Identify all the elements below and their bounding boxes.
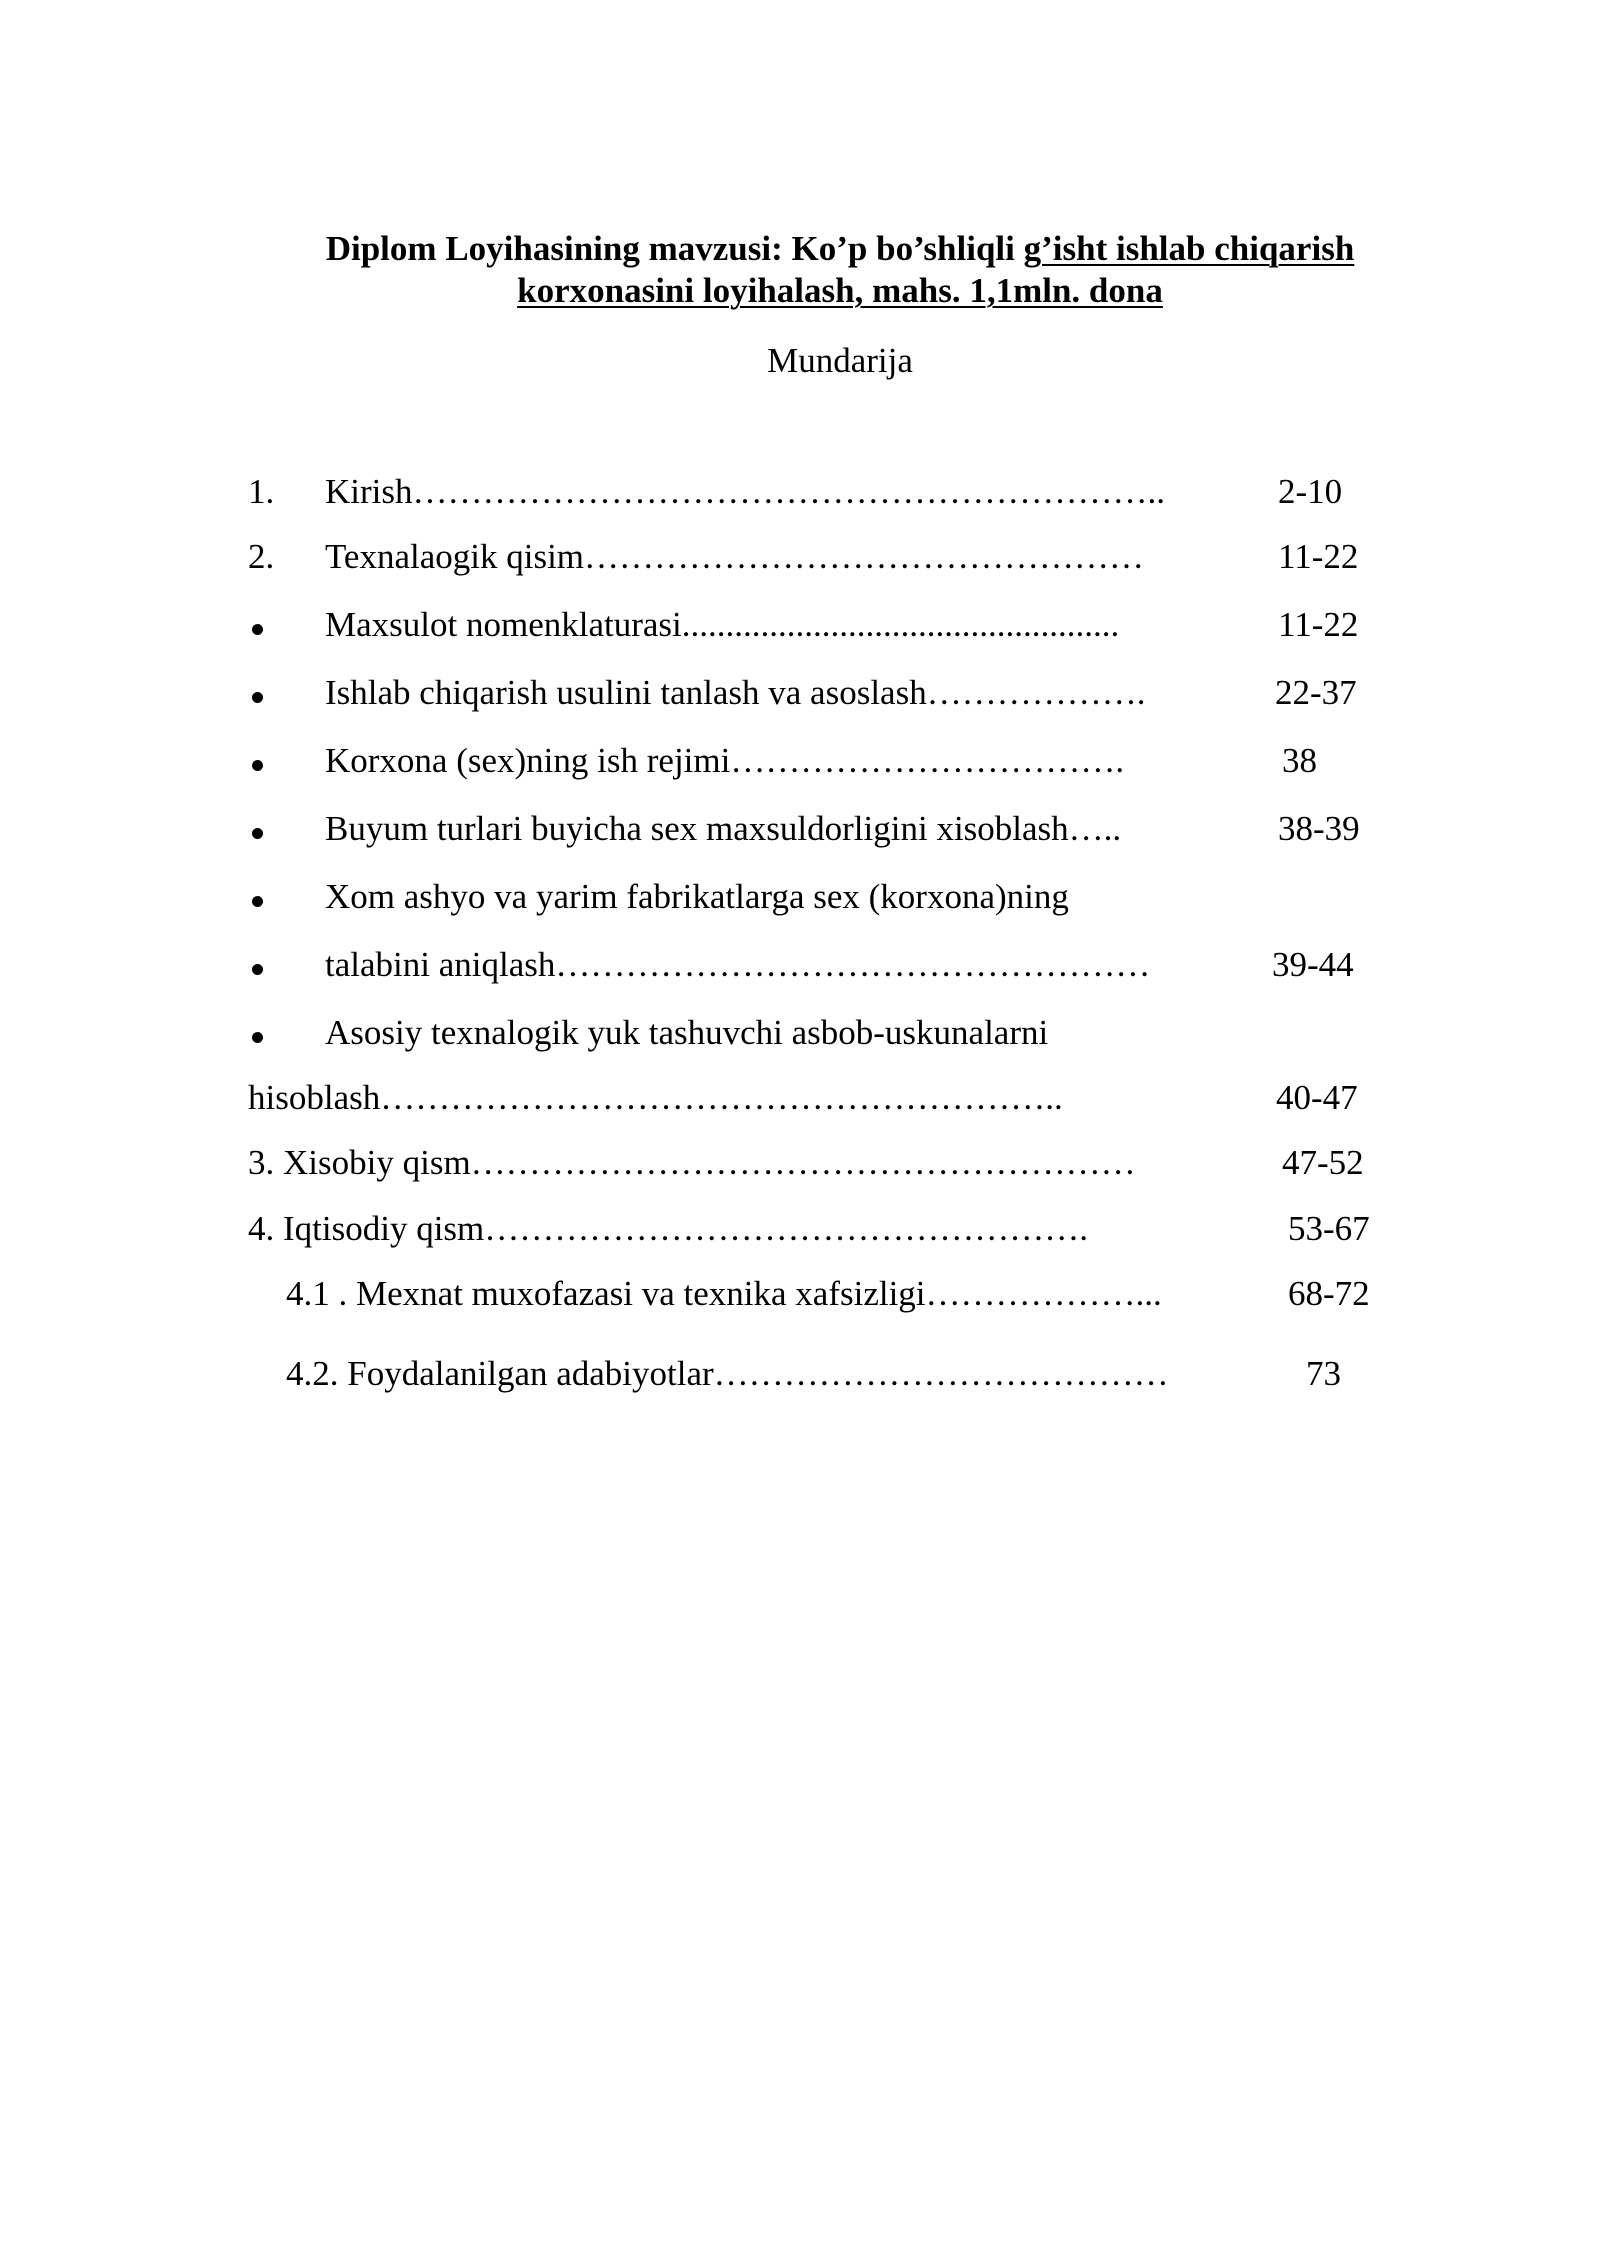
toc-entry-text: 3. Xisobiy qism…………………………………………………	[248, 1143, 1136, 1182]
toc-number: 2.	[248, 537, 275, 576]
toc-entry-text: Buyum turlari buyicha sex maxsuldorligini xisoblash…..	[325, 809, 1122, 848]
bullet-icon	[252, 760, 263, 771]
toc-entry-text: Korxona (sex)ning ish rejimi…………………………….	[325, 741, 1125, 780]
title-underlined-text-2: korxonasini loyihalash, mahs. 1,1mln. dona	[517, 271, 1163, 310]
bullet-icon	[252, 896, 263, 907]
toc-entry-text: Asosiy texnalogik yuk tashuvchi asbob-uskunalarni	[325, 1013, 1049, 1052]
toc-page-number: 11-22	[1278, 537, 1359, 576]
toc-number: 1.	[248, 472, 275, 511]
toc-entry-text: Xom ashyo va yarim fabrikatlarga sex (korxona)ning	[325, 877, 1069, 916]
toc-entry-text: hisoblash…………………………………………………..	[248, 1078, 1063, 1117]
toc-page-number: 73	[1306, 1354, 1341, 1393]
toc-entry-text: 4. Iqtisodiy qism…………………………………………….	[248, 1209, 1089, 1248]
toc-page-number: 22-37	[1275, 673, 1357, 712]
contents-heading: Mundarija	[767, 341, 913, 380]
bullet-icon	[252, 964, 263, 975]
toc-entry-text: 4.1 . Mexnat muxofazasi va texnika xafsizligi………………...	[286, 1274, 1162, 1313]
bullet-icon	[252, 828, 263, 839]
toc-page-number: 53-67	[1288, 1209, 1370, 1248]
document-title-line-1	[150, 228, 1530, 270]
toc-entry-text: Maxsulot nomenklaturasi..................................................	[325, 605, 1120, 644]
toc-entry-text: Ishlab chiqarish usulini tanlash va asoslash……………….	[325, 673, 1146, 712]
toc-page-number: 38	[1282, 741, 1317, 780]
toc-entry-text: Kirish………………………………………………………..	[325, 472, 1165, 511]
toc-page-number: 38-39	[1278, 809, 1360, 848]
toc-page-number: 40-47	[1276, 1078, 1358, 1117]
title-plain-text: Diplom Loyihasining mavzusi: Ko’p bo’shliqli	[325, 229, 1024, 268]
bullet-icon	[252, 692, 263, 703]
document-title-line-2	[150, 270, 1530, 312]
title-underlined-text: g’isht ishlab chiqarish	[1023, 229, 1355, 268]
toc-page-number: 68-72	[1288, 1274, 1370, 1313]
bullet-icon	[252, 624, 263, 635]
toc-page-number: 11-22	[1278, 605, 1359, 644]
toc-page-number: 47-52	[1282, 1143, 1364, 1182]
toc-page-number: 39-44	[1272, 945, 1354, 984]
bullet-icon	[252, 1032, 263, 1043]
toc-entry-text: 4.2. Foydalanilgan adabiyotlar…………………………………	[286, 1354, 1169, 1393]
toc-page-number: 2-10	[1278, 472, 1343, 511]
toc-entry-text: talabini aniqlash……………………………………………	[325, 945, 1151, 984]
toc-entry-text: Texnalaogik qisim…………………………………………	[325, 537, 1145, 576]
